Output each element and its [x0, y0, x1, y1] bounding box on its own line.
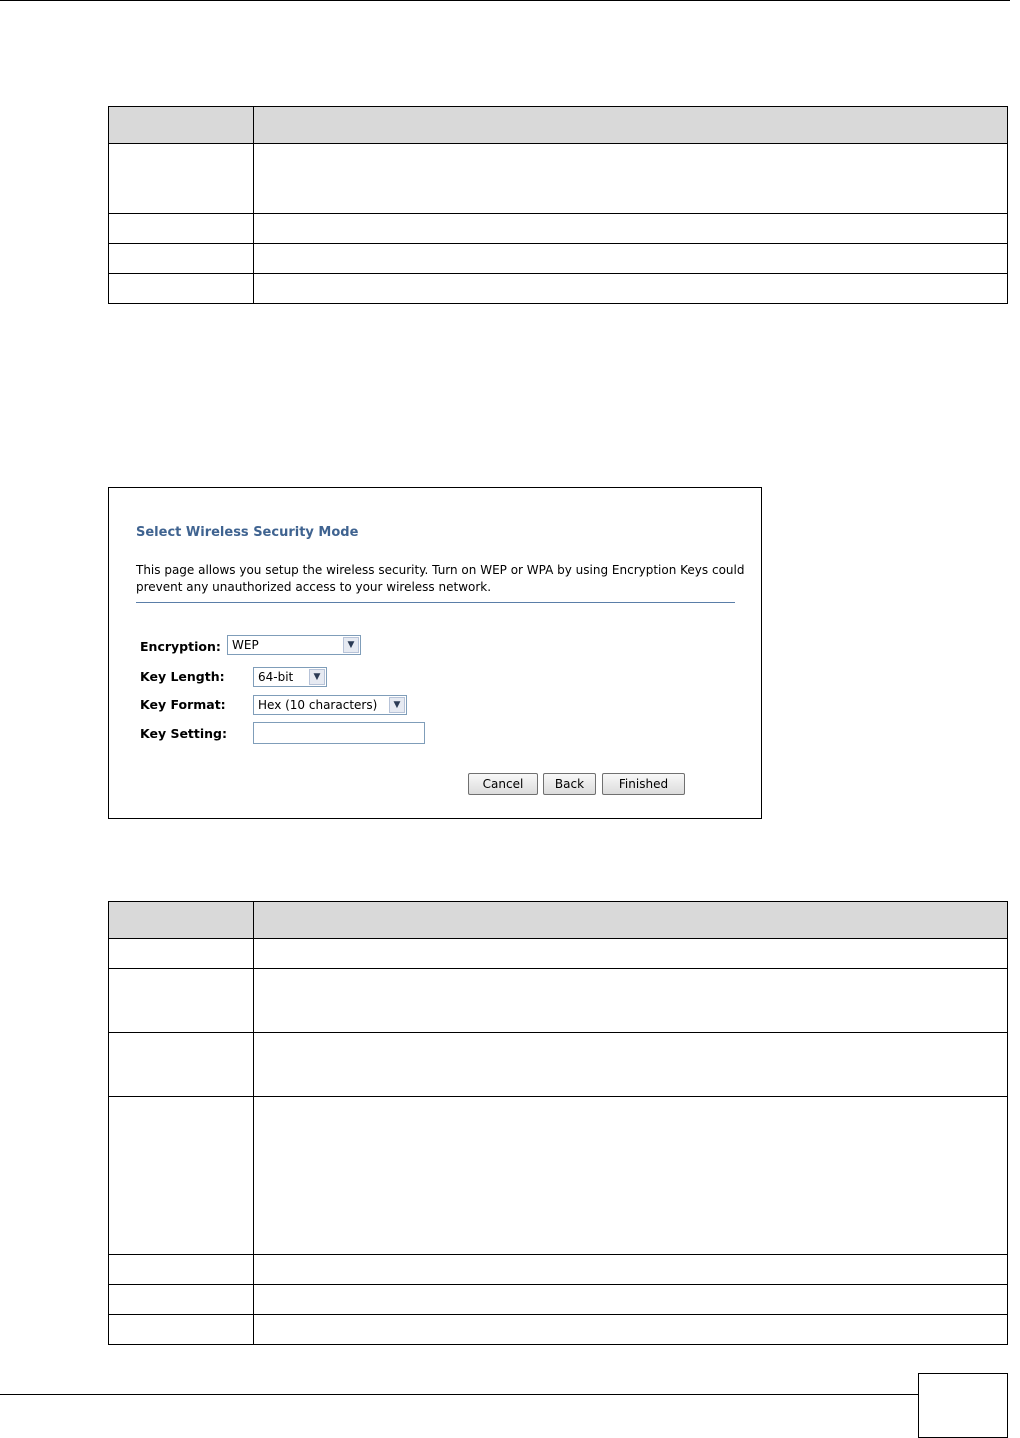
key-length-value: 64-bit: [258, 670, 294, 684]
field-description-table-1: [108, 106, 1008, 304]
chevron-down-icon: ▼: [389, 697, 405, 713]
table-row: [109, 214, 1008, 244]
table-cell-label: [109, 969, 254, 1033]
table-cell-label: [109, 1097, 254, 1255]
page-description: This page allows you setup the wireless security. Turn on WEP or WPA by using Encryption Keys could prevent any unauthorized access to your wireless network.: [136, 563, 745, 594]
table-cell-description: [254, 144, 1008, 214]
encryption-select[interactable]: [227, 635, 361, 655]
key-format-value: Hex (10 characters): [258, 698, 378, 712]
table-row: [109, 1285, 1008, 1315]
table-cell-description: [254, 939, 1008, 969]
wireless-security-screenshot: [108, 487, 762, 819]
encryption-label: Encryption:: [140, 639, 221, 654]
cancel-button[interactable]: Cancel: [468, 773, 538, 795]
table-cell-description: [254, 969, 1008, 1033]
table-cell-label: [109, 244, 254, 274]
table-cell-label: [109, 144, 254, 214]
table-cell-description: [254, 1255, 1008, 1285]
finished-button[interactable]: Finished: [602, 773, 685, 795]
key-setting-input[interactable]: [253, 722, 425, 744]
table-row: [109, 939, 1008, 969]
table-cell-label: [109, 274, 254, 304]
table-header-row: [109, 902, 1008, 939]
table-cell-description: [254, 1285, 1008, 1315]
key-setting-label: Key Setting:: [140, 726, 228, 741]
table-cell-label: [109, 1285, 254, 1315]
table-row: [109, 1315, 1008, 1345]
table-row: [109, 144, 1008, 214]
chevron-down-icon: ▼: [343, 637, 359, 653]
table-row: [109, 1255, 1008, 1285]
chevron-down-icon: ▼: [309, 669, 325, 685]
table-cell-description: [254, 1315, 1008, 1345]
footer-rule: [0, 1394, 918, 1395]
back-button[interactable]: Back: [543, 773, 596, 795]
table-row: [109, 1033, 1008, 1097]
table-header-description: [254, 902, 1008, 939]
table-cell-description: [254, 1097, 1008, 1255]
table-header-label: [109, 902, 254, 939]
table-cell-description: [254, 274, 1008, 304]
table-cell-label: [109, 1033, 254, 1097]
section-divider: [136, 602, 735, 603]
table-row: [109, 274, 1008, 304]
table-row: [109, 244, 1008, 274]
field-description-table-2: [108, 901, 1008, 1345]
table-cell-description: [254, 214, 1008, 244]
table-cell-label: [109, 1255, 254, 1285]
page-number-box: [918, 1373, 1008, 1438]
key-length-label: Key Length:: [140, 669, 225, 684]
table-cell-description: [254, 1033, 1008, 1097]
key-format-select[interactable]: [253, 695, 407, 715]
page-title: Select Wireless Security Mode: [136, 525, 359, 540]
table-cell-description: [254, 244, 1008, 274]
key-format-label: Key Format:: [140, 697, 226, 712]
table-cell-label: [109, 939, 254, 969]
table-header-row: [109, 107, 1008, 144]
table-cell-label: [109, 1315, 254, 1345]
table-header-description: [254, 107, 1008, 144]
header-rule: [0, 0, 1010, 1]
table-cell-label: [109, 214, 254, 244]
encryption-value: WEP: [232, 638, 259, 652]
table-row: [109, 969, 1008, 1033]
table-row: [109, 1097, 1008, 1255]
key-length-select[interactable]: [253, 667, 327, 687]
table-header-label: [109, 107, 254, 144]
